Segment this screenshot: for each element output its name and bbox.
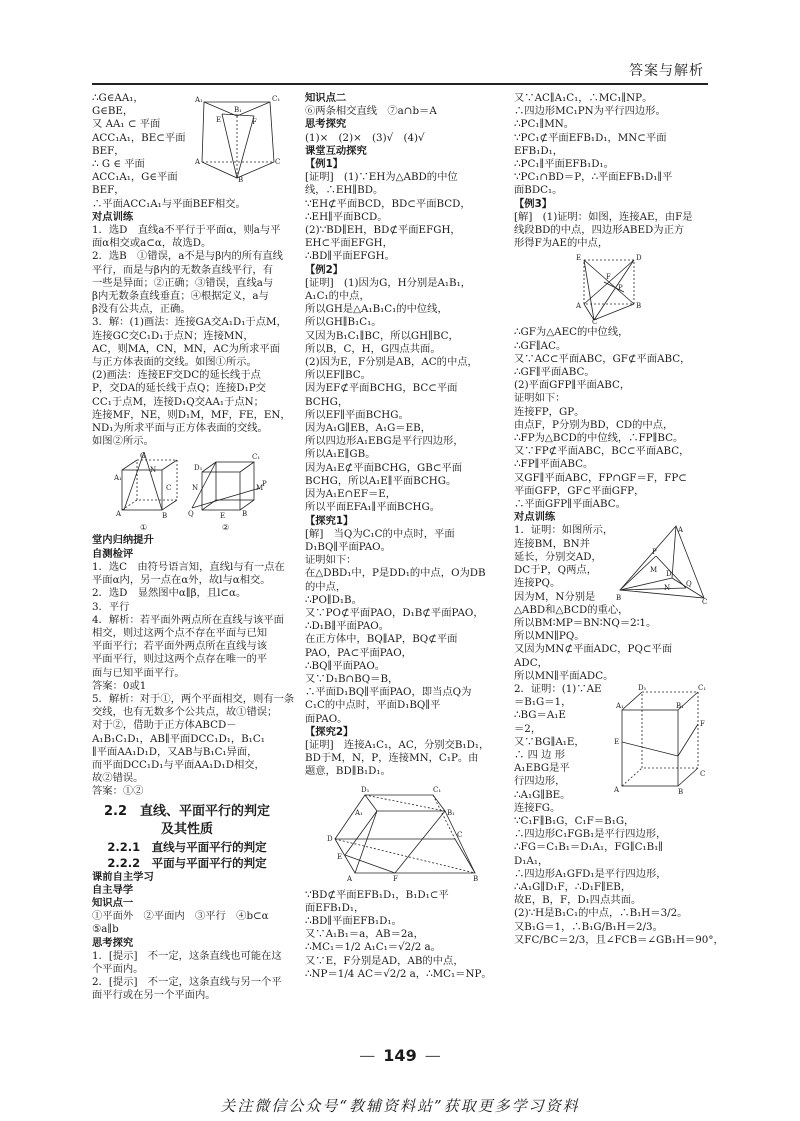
text-line: BCHG，所以A₁E∥平面BCHG。 bbox=[305, 474, 457, 487]
text-line: BEF， bbox=[92, 144, 125, 157]
text-line: BD于M，N，P，连接MN，C₁P。由 bbox=[305, 752, 479, 765]
text-line: 由点F，P分别为BD，CD的中点， bbox=[514, 418, 674, 431]
text-line: 连接GC交C₁D₁于点N；连接MN， bbox=[92, 329, 254, 342]
svg-text:M: M bbox=[650, 566, 658, 575]
text-line: ∵C₁F∥B₁G，C₁F＝B₁G， bbox=[514, 814, 635, 827]
text-line: (2)画法：连接EF交DC的延长线于点 bbox=[92, 369, 261, 382]
text-line: 连接BM，BN并 bbox=[514, 537, 590, 550]
text-line: 线段BD的中点，四边形ABED为正方 bbox=[514, 224, 685, 237]
example-heading: 【探究1】 bbox=[305, 514, 354, 527]
figure-prism-1 bbox=[192, 92, 282, 182]
text-line: ∥平面AA₁D₁D，又AB与B₁C₁异面， bbox=[92, 745, 258, 758]
text-line: 答案：0或1 bbox=[92, 679, 147, 692]
text-line: 面EFB₁D₁， bbox=[305, 901, 365, 914]
svg-text:C: C bbox=[275, 158, 281, 166]
text-line: 面与已知平面平行。 bbox=[92, 666, 185, 679]
text-line: ∴GF为△AEC的中位线， bbox=[514, 326, 629, 339]
text-line: ＝B₁G＝1， bbox=[514, 696, 572, 709]
text-line: ∴PC₁∥平面EFB₁D₁。 bbox=[514, 158, 614, 171]
col1-lines-4 bbox=[92, 950, 282, 1003]
section-heading: 思考探究 bbox=[305, 118, 347, 131]
text-line: 所以A₁E∥GB。 bbox=[305, 448, 376, 461]
text-line: 又∵AC⊂平面ABC，GF⊄平面ABC， bbox=[514, 352, 691, 365]
text-line: 面BDC₁。 bbox=[514, 184, 563, 197]
text-line: (1)× (2)× (3)√ (4)√ bbox=[305, 131, 425, 144]
text-line: [解] 当Q为C₁C的中点时，平面 bbox=[305, 527, 455, 540]
text-line: ∴A₁G∥BE。 bbox=[514, 788, 571, 801]
svg-text:A: A bbox=[678, 526, 684, 535]
text-line: ADC， bbox=[514, 656, 548, 669]
text-line: β内无数条直线垂直；④根据定义，a与 bbox=[92, 290, 269, 303]
text-line: ∴G∈AA₁， bbox=[92, 92, 144, 104]
text-line: 又FC/BC＝2/3，且∠FCB＝∠GB₁H＝90°， bbox=[514, 933, 724, 946]
text-line: 对于②，借助于正方体ABCD－ bbox=[92, 719, 237, 732]
text-line: CC₁于点M，连接D₁Q交AA₁于点N； bbox=[92, 395, 264, 408]
example-heading: 【例3】 bbox=[514, 197, 553, 210]
text-line: ∴D₁B∥平面PAO。 bbox=[305, 620, 390, 633]
svg-text:C: C bbox=[702, 598, 708, 607]
svg-text:A: A bbox=[614, 786, 620, 795]
text-line: 形得F为AE的中点， bbox=[514, 237, 609, 250]
text-line: DC于P，Q两点， bbox=[514, 564, 597, 577]
svg-text:N: N bbox=[150, 466, 157, 475]
chapter-title-2: 及其性质 bbox=[160, 821, 213, 837]
text-line: 题意，BD∥B₁D₁。 bbox=[305, 765, 391, 778]
text-line: 所以MN∥PQ。 bbox=[514, 630, 585, 643]
text-line: ∴PO∥D₁B。 bbox=[305, 593, 362, 606]
text-line: 面α相交或a⊂α，故选D。 bbox=[92, 237, 212, 250]
text-line: 一些是异面；②正确；③错误，直线a与 bbox=[92, 276, 274, 289]
svg-text:Q: Q bbox=[686, 580, 692, 589]
text-line: ∴平面ACC₁A₁与平面BEF相交。 bbox=[92, 197, 246, 210]
text-line: 交线，也有无数多个公共点，故①错误； bbox=[92, 706, 278, 719]
text-line: 3．解：(1)画法：连接GA交A₁D₁于点M， bbox=[92, 316, 287, 329]
text-line: 面PAO。 bbox=[305, 712, 348, 725]
svg-text:P: P bbox=[618, 284, 623, 293]
text-line: 连接MF，NE，则D₁M，MF，FE，EN， bbox=[92, 408, 291, 421]
text-line: ∴BD∥平面EFB₁D₁。 bbox=[305, 914, 402, 927]
figure-cube-2 bbox=[614, 684, 707, 797]
text-line: ⑥两条相交直线 ⑦a∩b＝A bbox=[305, 105, 437, 118]
svg-text:B: B bbox=[238, 176, 244, 184]
text-line: 连接FG。 bbox=[514, 801, 561, 814]
text-line: 如图②所示。 bbox=[92, 435, 154, 448]
text-line: ∴平面D₁BQ∥平面PAO，即当点Q为 bbox=[305, 686, 472, 699]
text-line: 又∵PO⊄平面PAO，D₁B⊄平面PAO， bbox=[305, 606, 484, 619]
section-heading: 思考探究 bbox=[92, 936, 134, 949]
text-line: 因为A₁G∥EB，A₁G＝EB， bbox=[305, 422, 431, 435]
text-line: A₁C₁的中点， bbox=[305, 290, 370, 303]
text-line: 1．选D 直线a不平行于平面α，则a与平 bbox=[92, 224, 281, 237]
svg-text:B: B bbox=[242, 510, 248, 519]
footer-note: 关注微信公众号“教辅资料站”获取更多学习资料 bbox=[220, 1097, 580, 1115]
svg-text:D: D bbox=[327, 834, 333, 843]
svg-text:B₁: B₁ bbox=[676, 702, 684, 711]
text-line: 连接FP，GP。 bbox=[514, 405, 585, 418]
svg-text:G: G bbox=[140, 452, 146, 461]
svg-text:E: E bbox=[614, 738, 620, 747]
subsection-title: 2.2.2 平面与平面平行的判定 bbox=[107, 855, 267, 870]
col1-lines-2 bbox=[92, 560, 295, 799]
section-heading: 对点训练 bbox=[92, 210, 134, 223]
text-line: 平面平行；若平面外两点所在直线与该 bbox=[92, 640, 268, 653]
svg-text:B₁: B₁ bbox=[234, 106, 242, 114]
text-line: EH⊂平面EFGH， bbox=[305, 237, 393, 250]
svg-text:C: C bbox=[700, 770, 706, 779]
text-line: 在正方体中，BQ∥AP，BQ⊄平面 bbox=[305, 633, 458, 646]
svg-text:C₁: C₁ bbox=[698, 684, 707, 693]
text-line: PAO，PA⊂平面PAO， bbox=[305, 646, 412, 659]
text-line: [证明] (1)∵EH为△ABD的中位 bbox=[305, 171, 458, 184]
text-line: ∴BD∥平面EFGH。 bbox=[305, 250, 395, 263]
text-line: EFB₁D₁， bbox=[514, 144, 564, 157]
text-line: 因为A₁E⊄平面BCHG，GB⊂平面 bbox=[305, 461, 463, 474]
svg-text:C: C bbox=[592, 318, 598, 327]
text-line: ∴ G ∈ 平面 bbox=[92, 158, 145, 171]
text-line: ∴GF∥AC。 bbox=[514, 339, 567, 352]
text-line: 又∵E，F分别是AD，AB的中点， bbox=[305, 954, 464, 967]
fig-label-2: ② bbox=[222, 523, 230, 533]
text-line: ①平面外 ②平面内 ③平行 ④b⊂α bbox=[92, 910, 269, 923]
text-line: (2)∵H是B₁C₁的中点，∴B₁H＝3/2。 bbox=[514, 907, 688, 920]
text-line: 2．选B ①错误，a不是与β内的所有直线 bbox=[92, 250, 283, 263]
text-line: ∴平面GFP∥平面ABC。 bbox=[514, 498, 626, 511]
svg-text:P: P bbox=[652, 548, 657, 557]
text-line: ＝2， bbox=[514, 722, 542, 735]
text-line: BCHG， bbox=[305, 395, 349, 408]
section-heading: 堂内归纳提升 bbox=[92, 534, 154, 547]
svg-text:D: D bbox=[636, 254, 642, 263]
text-line: ∴MC₁＝1/2 A₁C₁＝√2/2 a。 bbox=[305, 941, 441, 954]
text-line: 所以平面EFA₁∥平面BCHG。 bbox=[305, 501, 441, 514]
svg-text:F: F bbox=[393, 874, 398, 883]
text-line: ∴EH∥平面BCD。 bbox=[305, 210, 388, 223]
col1-lines-3 bbox=[92, 910, 282, 936]
svg-text:D₁: D₁ bbox=[194, 464, 203, 473]
text-line: D₁BQ∥平面PAO。 bbox=[305, 540, 391, 553]
svg-text:B: B bbox=[473, 874, 479, 883]
text-line: 故E，B，F，D₁四点共面。 bbox=[514, 894, 642, 907]
text-line: 5．解析：对于①，两个平面相交，则有一条 bbox=[92, 692, 295, 705]
text-line: ACC₁A₁，G∈平面 bbox=[92, 171, 178, 184]
svg-text:N: N bbox=[664, 584, 671, 593]
text-line: 在△DBD₁中，P是DD₁的中点，O为DB bbox=[305, 567, 486, 580]
text-line: 1．证明：如图所示， bbox=[514, 524, 614, 537]
svg-text:A: A bbox=[576, 302, 582, 311]
text-line: 又B₁G＝1，∴B₁G/B₁H＝2/3。 bbox=[514, 920, 663, 933]
svg-text:E: E bbox=[216, 116, 222, 124]
text-line: 2．证明：(1)∵AE bbox=[514, 682, 602, 695]
page-number: — 149 — bbox=[359, 1046, 441, 1065]
column-3 bbox=[514, 92, 724, 947]
text-line: 所以MN∥平面ADC。 bbox=[514, 669, 614, 682]
page-number-value: 149 bbox=[383, 1046, 417, 1065]
svg-text:B: B bbox=[616, 594, 622, 603]
svg-text:M: M bbox=[256, 484, 264, 493]
svg-text:A₁: A₁ bbox=[355, 808, 363, 817]
text-line: 平面GFP，GF⊂平面GFP， bbox=[514, 484, 645, 497]
svg-text:P: P bbox=[262, 480, 267, 489]
text-line: ∴四边形MC₁PN为平行四边形。 bbox=[514, 105, 666, 118]
text-line: ∴四边形C₁FGB₁是平行四边形， bbox=[514, 828, 667, 841]
svg-text:C: C bbox=[166, 484, 172, 493]
text-line: ∵PC₁∩BD＝P，∴平面EFB₁D₁∥平 bbox=[514, 171, 673, 184]
text-line: ∴A₁G∥D₁F，∴D₁F∥EB， bbox=[514, 880, 632, 893]
svg-text:D: D bbox=[666, 570, 672, 579]
text-line: 相交，则过这两个点不存在平面与已知 bbox=[92, 626, 268, 639]
text-line: 所以EF∥平面BCHG。 bbox=[305, 408, 409, 421]
text-line: ∴FP为△BCD的中位线，∴FP∥BC。 bbox=[514, 432, 684, 445]
text-line: 所以GH∥B₁C₁。 bbox=[305, 316, 382, 329]
text-line: 平行，而是与β内的无数条直线平行，有 bbox=[92, 263, 273, 276]
text-line: 平面平行，则过这两个点存在唯一的平 bbox=[92, 653, 268, 666]
text-line: (2)平面GFP∥平面ABC， bbox=[514, 379, 631, 392]
text-line: 答案：①② bbox=[92, 785, 144, 798]
chapter-title: 2.2 直线、平面平行的判定 bbox=[103, 803, 271, 819]
example-heading: 【例2】 bbox=[305, 263, 344, 276]
text-line: [证明] (1)因为G，H分别是A₁B₁， bbox=[305, 276, 472, 289]
text-line: ∴ 四 边 形 bbox=[514, 748, 566, 761]
section-heading: 知识点二 bbox=[305, 92, 347, 104]
section-heading: 对点训练 bbox=[514, 511, 556, 524]
svg-text:C: C bbox=[457, 830, 463, 839]
svg-text:A₁: A₁ bbox=[616, 702, 624, 711]
text-line: ∵BD⊄平面EFB₁D₁，B₁D₁⊂平 bbox=[305, 888, 449, 901]
section-heading: 自主导学 bbox=[92, 883, 134, 896]
text-line: [解] (1)证明：如图，连接AE，由F是 bbox=[514, 210, 693, 223]
text-line: P，交DA的延长线于点Q；连接D₁P交 bbox=[92, 382, 266, 395]
svg-text:F: F bbox=[252, 118, 257, 126]
text-line: 线，∴EH∥BD。 bbox=[305, 184, 384, 197]
text-line: 1．选C 由符号语言知，直线l与有一点在 bbox=[92, 560, 285, 573]
text-line: 所以B，C，H，G四点共面。 bbox=[305, 342, 441, 355]
text-line: 面平行或在另一个平面内。 bbox=[92, 989, 216, 1002]
text-line: 行四边形， bbox=[514, 775, 566, 788]
text-line: ∴BQ∥平面PAO。 bbox=[305, 659, 386, 672]
svg-text:B: B bbox=[162, 512, 168, 521]
text-line: D₁A₁， bbox=[514, 854, 549, 867]
text-line: 所以EF∥BC。 bbox=[305, 369, 371, 382]
text-line: 与正方体表面的交线。如图①所示。 bbox=[92, 356, 257, 369]
text-line: [证明] 连接A₁C₁，AC，分别交B₁D₁， bbox=[305, 738, 490, 751]
text-line: ∴PC₁∥MN。 bbox=[514, 118, 575, 131]
text-line: AC，则MA，CN，MN，AC为所求平面 bbox=[92, 342, 281, 355]
text-line: C₁C的中点时，平面D₁BQ∥平 bbox=[305, 699, 441, 712]
text-line: 又 AA₁ ⊂ 平面 bbox=[92, 118, 161, 131]
col1-lines-1 bbox=[92, 224, 291, 448]
column-1 bbox=[92, 92, 295, 1003]
text-line: 延长，分别交AD， bbox=[514, 550, 602, 563]
subsection-title: 2.2.1 直线与平面平行的判定 bbox=[107, 839, 267, 854]
text-line: β没有公共点，正确。 bbox=[92, 303, 191, 316]
text-line: 因为M，N分别是 bbox=[514, 590, 596, 603]
text-line: ∵PC₁⊄平面EFB₁D₁，MN⊂平面 bbox=[514, 131, 667, 144]
text-line: ∴FG＝C₁B₁＝D₁A₁，FG∥C₁B₁∥ bbox=[514, 841, 664, 854]
text-line: ∴GF∥平面ABC。 bbox=[514, 366, 595, 379]
fig-label-1: ① bbox=[140, 523, 148, 533]
column-2 bbox=[305, 92, 503, 981]
text-line: ∴四边形A₁GFD₁是平行四边形， bbox=[514, 867, 667, 880]
svg-text:N: N bbox=[192, 484, 199, 493]
text-line: 所以GH是△A₁B₁C₁的中位线， bbox=[305, 303, 448, 316]
text-line: 又∵BG∥A₁E， bbox=[514, 735, 585, 748]
svg-text:A₁: A₁ bbox=[114, 474, 122, 483]
text-line: 又因为B₁C₁∥BC，所以GH∥BC， bbox=[305, 329, 459, 342]
section-heading: 知识点一 bbox=[92, 896, 134, 909]
text-line: 又∵D₁B∩BQ＝B， bbox=[305, 672, 399, 685]
figure-cubes bbox=[92, 450, 282, 532]
text-line: ∴NP＝1/4 AC＝√2/2 a，∴MC₁＝NP。 bbox=[305, 967, 492, 980]
text-line: (2)因为E，F分别是AB，AC的中点， bbox=[305, 356, 478, 369]
text-line: ∵EH⊄平面BCD，BD⊂平面BCD， bbox=[305, 197, 471, 210]
svg-text:A₁: A₁ bbox=[195, 96, 203, 104]
svg-text:B: B bbox=[636, 302, 642, 311]
svg-text:E: E bbox=[337, 852, 343, 861]
text-line: ∴FP∥平面ABC。 bbox=[514, 458, 594, 471]
svg-text:D₁: D₁ bbox=[361, 785, 370, 794]
text-line: 又∵AC∥A₁C₁，∴MC₁∥NP。 bbox=[514, 92, 653, 104]
header-rule bbox=[92, 83, 708, 85]
text-line: 2．选D 显然图中α∥β，且l⊂α。 bbox=[92, 587, 247, 600]
svg-text:F: F bbox=[700, 720, 705, 729]
text-line: 3．平行 bbox=[92, 600, 130, 613]
text-line: 证明如下： bbox=[305, 554, 357, 567]
figure-frustum bbox=[305, 781, 503, 887]
text-line: 所以BM∶MP＝BN∶NQ＝2∶1。 bbox=[514, 616, 657, 629]
svg-text:F: F bbox=[606, 273, 611, 282]
text-line: ⑤a∥b bbox=[92, 923, 119, 936]
text-line: 证明如下： bbox=[514, 392, 566, 405]
svg-text:E: E bbox=[220, 512, 226, 521]
figure-square-pyramid bbox=[514, 252, 710, 327]
text-line: 个平面内。 bbox=[92, 962, 144, 975]
text-line: 1．[提示] 不一定，这条直线也可能在这 bbox=[92, 949, 282, 962]
svg-text:C₁: C₁ bbox=[433, 785, 442, 794]
text-line: BEF， bbox=[92, 184, 125, 197]
header-title: 答案与解析 bbox=[629, 63, 704, 79]
svg-text:B₁: B₁ bbox=[447, 808, 455, 817]
text-line: 4．解析：若平面外两点所在直线与该平面 bbox=[92, 613, 284, 626]
svg-text:A: A bbox=[116, 510, 122, 519]
text-line: 的中点， bbox=[305, 580, 347, 593]
text-line: 又GF∥平面ABC，FP∩GF＝F，FP⊂ bbox=[514, 471, 687, 484]
svg-text:D₁: D₁ bbox=[638, 684, 647, 693]
example-heading: 【探究2】 bbox=[305, 725, 354, 738]
text-line: 因为EF⊄平面BCHG，BC⊂平面 bbox=[305, 382, 458, 395]
text-line: ND₁为所求平面与正方体表面的交线。 bbox=[92, 422, 268, 435]
svg-text:A: A bbox=[195, 158, 201, 166]
text-line: A₁B₁C₁D₁，AB∥平面DCC₁D₁，B₁C₁ bbox=[92, 732, 265, 745]
figure-tetrahedron bbox=[616, 524, 708, 607]
text-line: ∴BG＝A₁E bbox=[514, 709, 566, 722]
text-line: 平面α内，另一点在α外，故l与α相交。 bbox=[92, 574, 271, 587]
svg-text:C₁: C₁ bbox=[252, 453, 261, 462]
text-line: 又∵A₁B₁＝a，AB＝2a， bbox=[305, 928, 424, 941]
svg-text:A: A bbox=[347, 874, 353, 883]
text-line: (2)∵BD∥EH，BD⊄平面EFGH， bbox=[305, 224, 461, 237]
text-line: 所以四边形A₁EBG是平行四边形， bbox=[305, 435, 464, 448]
svg-text:C₁: C₁ bbox=[272, 95, 281, 103]
text-line: G∈BE， bbox=[92, 105, 134, 118]
text-line: 因为A₁E∩EF＝E， bbox=[305, 488, 397, 501]
text-line: 2．[提示] 不一定，这条直线与另一个平 bbox=[92, 976, 282, 989]
svg-text:B: B bbox=[678, 788, 684, 797]
text-line: 而平面DCC₁D₁与平面AA₁D₁D相交， bbox=[92, 758, 265, 771]
text-line: 又∵FP⊄平面ABC，BC⊂平面ABC， bbox=[514, 445, 690, 458]
svg-text:Q: Q bbox=[188, 510, 194, 519]
example-heading: 【例1】 bbox=[305, 158, 344, 171]
text-line: A₁EBG是平 bbox=[514, 762, 570, 775]
text-line: 故②错误。 bbox=[92, 772, 144, 785]
text-line: 又因为MN⊄平面ADC，PQ⊂平面 bbox=[514, 643, 673, 656]
section-heading: 自测检评 bbox=[92, 547, 134, 560]
text-line: △ABD和△BCD的重心， bbox=[514, 603, 629, 616]
svg-text:E: E bbox=[576, 254, 582, 263]
section-heading: 课前自主学习 bbox=[92, 870, 154, 883]
section-heading: 课堂互动探究 bbox=[305, 144, 367, 157]
text-line: 连接PQ。 bbox=[514, 577, 561, 590]
text-line: ACC₁A₁，BE⊂平面 bbox=[92, 131, 186, 144]
